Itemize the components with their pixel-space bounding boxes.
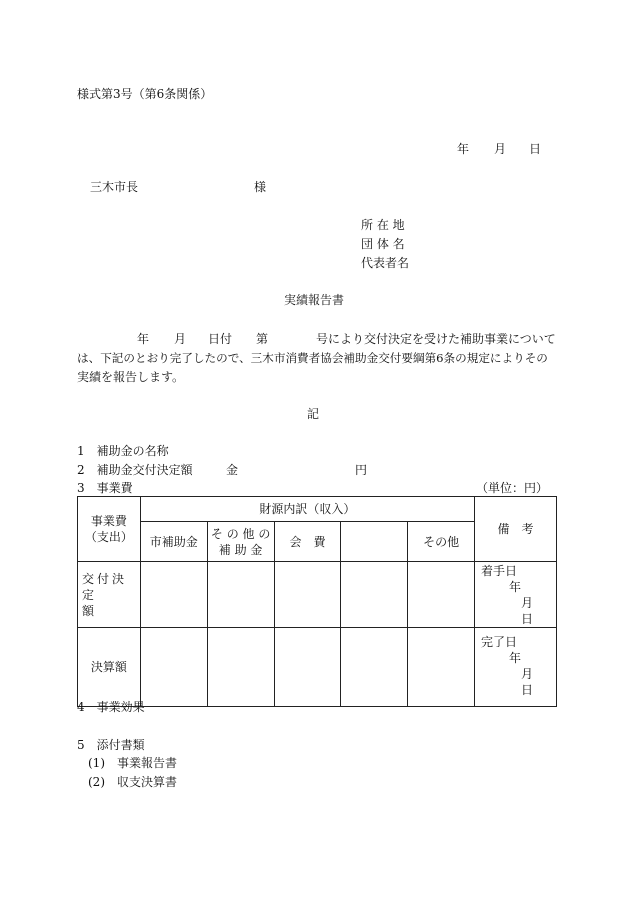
header-kaihi: 会 費 bbox=[274, 522, 341, 562]
body-date: 日付 bbox=[208, 332, 233, 346]
table-cell bbox=[207, 628, 274, 707]
unit-label: （単位：円） bbox=[476, 481, 549, 495]
header-sonota: その他 bbox=[408, 522, 475, 562]
row-kessan-note: 完了日 年 月 日 bbox=[475, 628, 557, 707]
addressee-honorific: 様 bbox=[254, 180, 267, 194]
table-cell bbox=[140, 628, 207, 707]
item-3: 3 事業費 bbox=[77, 481, 133, 495]
item-2-kin: 金 bbox=[226, 463, 239, 477]
table-cell bbox=[408, 628, 475, 707]
body-line1-rest: 号により交付決定を受けた補助事業について bbox=[316, 332, 556, 346]
item-1: 1 補助金の名称 bbox=[77, 444, 169, 458]
table-cell bbox=[408, 562, 475, 628]
body-month: 月 bbox=[174, 332, 187, 346]
header-zaigen: 財源内訳（収入） bbox=[140, 497, 474, 522]
body-dai: 第 bbox=[256, 332, 269, 346]
date-month-label: 月 bbox=[494, 142, 507, 156]
expense-table bbox=[77, 496, 557, 707]
body-line3: 実績を報告します。 bbox=[77, 370, 185, 384]
date-day-label: 日 bbox=[529, 142, 542, 156]
header-blank bbox=[341, 522, 408, 562]
attachment-2: (2) 収支決算書 bbox=[88, 775, 177, 789]
form-number: 様式第3号（第6条関係） bbox=[77, 87, 213, 101]
addressee-name: 三木市長 bbox=[90, 180, 139, 194]
header-biko: 備 考 bbox=[475, 497, 557, 562]
applicant-address-label: 所 在 地 bbox=[361, 218, 405, 232]
row-kessan-label: 決算額 bbox=[78, 628, 141, 707]
item-2-yen: 円 bbox=[355, 463, 368, 477]
table-cell bbox=[207, 562, 274, 628]
table-cell bbox=[140, 562, 207, 628]
table-cell bbox=[274, 628, 341, 707]
table-cell bbox=[341, 562, 408, 628]
date-year-label: 年 bbox=[457, 142, 470, 156]
row-kofu-note: 着手日 年 月 日 bbox=[475, 562, 557, 628]
document-title: 実績報告書 bbox=[284, 293, 345, 307]
item-2-label: 2 補助金交付決定額 bbox=[77, 463, 193, 477]
table-cell bbox=[274, 562, 341, 628]
header-sonota-hojokin: そ の 他 の 補 助 金 bbox=[207, 522, 274, 562]
table-cell bbox=[341, 628, 408, 707]
row-kofu-label: 交付決定 額 bbox=[78, 562, 141, 628]
applicant-org-label: 団 体 名 bbox=[361, 237, 405, 251]
applicant-rep-label: 代表者名 bbox=[361, 256, 410, 270]
header-shihojokin: 市補助金 bbox=[140, 522, 207, 562]
body-year: 年 bbox=[137, 332, 150, 346]
item-4: 4 事業効果 bbox=[77, 700, 145, 714]
ki-label: 記 bbox=[307, 407, 320, 421]
item-5: 5 添付書類 bbox=[77, 738, 145, 752]
header-jigyohi: 事業費 （支出） bbox=[78, 497, 141, 562]
attachment-1: (1) 事業報告書 bbox=[88, 756, 177, 770]
body-line2: は、下記のとおり完了したので、三木市消費者協会補助金交付要綱第6条の規定によりその bbox=[77, 351, 548, 365]
